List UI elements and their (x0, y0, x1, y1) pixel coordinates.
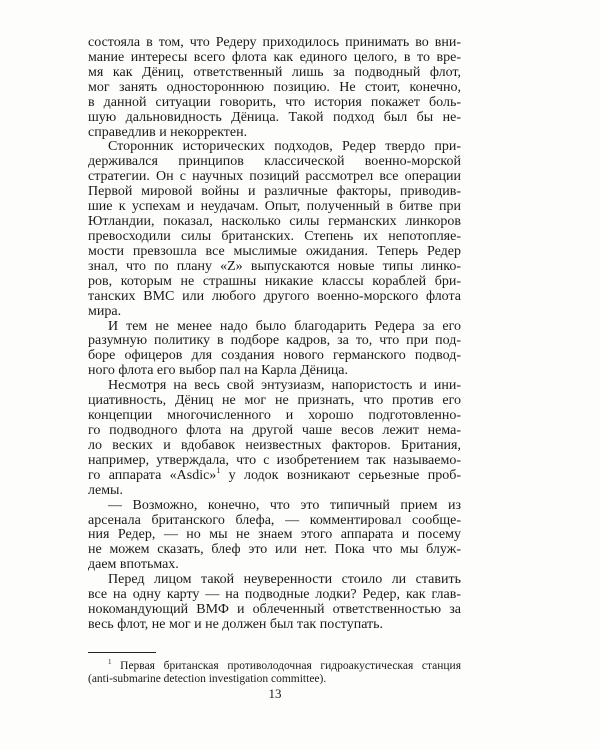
text-line: стратегии. Он с научных позиций рассмотрел все операции (88, 169, 461, 185)
text-line: го подводного флота на другой чаше весов лежит нема- (88, 422, 461, 438)
footnote (88, 656, 461, 686)
text-line: мог занять одностороннюю позицию. Не стоит, конечно, (88, 79, 461, 95)
text-line: шую дальновидность Дёница. Такой подход был бы не- (88, 109, 461, 125)
text-line: арсенала британского блефа, — комментировал сообще- (88, 512, 461, 528)
text-line: мости превзошла все мыслимые ожидания. Теперь Редер (88, 243, 461, 259)
text-line: танских ВМС или любого другого военно-морского флота (88, 288, 461, 304)
text-line: мира. (88, 303, 122, 319)
text-line: нокомандующий ВМФ и облеченный ответственностью за (88, 602, 461, 618)
text-line: справедлив и некорректен. (88, 124, 248, 140)
text-line: состояла в том, что Редеру приходилось принимать во вни- (88, 35, 461, 50)
text-line: шие к успехам и неудачам. Опыт, полученный в битве при (88, 199, 461, 215)
text-line: концепции многочисленного и хорошо подготовленно- (88, 408, 461, 424)
text-line: циативность, Дёниц не мог не признать, что против его (88, 393, 461, 409)
text-line: весь флот, не мог и не должен был так поступать. (88, 616, 384, 632)
text-line: например, утверждала, что с изобретением так называемо- (88, 452, 461, 468)
text-line: превосходили силы британских. Степень их непотопляе- (88, 228, 461, 244)
text-line: Перед лицом такой неуверенности стоило ли ставить (108, 572, 461, 588)
text-line: лемы. (88, 482, 123, 498)
footnote-marker: 1 (108, 658, 112, 666)
text-line: Сторонник исторических подходов, Редер твердо при- (108, 139, 461, 155)
footnote-line: (anti-submarine detection investigation committee). (88, 673, 327, 685)
text-line: — Возможно, конечно, что это типичный прием из (108, 497, 461, 513)
text-line: даем впотьмах. (88, 557, 179, 573)
footnote-line (88, 656, 461, 673)
text-segment: го аппарата «Asdic» (88, 467, 217, 483)
text-line: знал, что по плану «Z» выпускаются новые типы линко- (88, 258, 461, 274)
text-line: все на одну карту — на подводные лодки? Редер, как глав- (88, 587, 461, 603)
text-line: не можем сказать, блеф это или нет. Пока что мы блуж- (88, 542, 461, 558)
text-line: разумную политику в подборе кадров, за то, что при под- (88, 333, 461, 349)
text-line: в данной ситуации говорить, что история покажет боль- (88, 94, 461, 110)
text-line: ного флота его выбор пал на Карла Дёница. (88, 363, 349, 379)
text-line: мя как Дёниц, ответственный лишь за подводный флот, (88, 64, 461, 80)
text-line: ло веских и вдобавок неизвестных факторов. Британия, (88, 437, 461, 453)
footnote-reference[interactable]: 1 (216, 465, 221, 475)
text-line: Несмотря на весь свой энтузиазм, напористость и ини- (108, 378, 461, 394)
footnote-divider (88, 652, 156, 653)
text-segment: у лодок возникают серьезные проб- (220, 467, 461, 483)
text-line: И тем не менее надо было благодарить Редера за его (108, 318, 461, 334)
body-text (88, 36, 461, 633)
text-line: Первой мировой войны и различные факторы, приводив- (88, 184, 461, 200)
text-line: мание интересы всего флота как единого целого, в то вре- (88, 49, 461, 65)
text-line: боре офицеров для создания нового германского подвод- (88, 348, 461, 364)
page-number: 13 (268, 686, 282, 701)
text-line: Ютландии, показал, насколько силы германских линкоров (88, 214, 461, 230)
text-line (88, 465, 461, 484)
text-line: ния Редер, — но мы не знаем этого аппарата и посему (88, 527, 461, 543)
text-line: ров, которым не страшны никакие классы кораблей бри- (88, 273, 461, 289)
footnote-text: Первая британская противолодочная гидроакустическая станция (120, 660, 461, 672)
text-line: держивался принципов классической военно-морской (88, 154, 461, 170)
